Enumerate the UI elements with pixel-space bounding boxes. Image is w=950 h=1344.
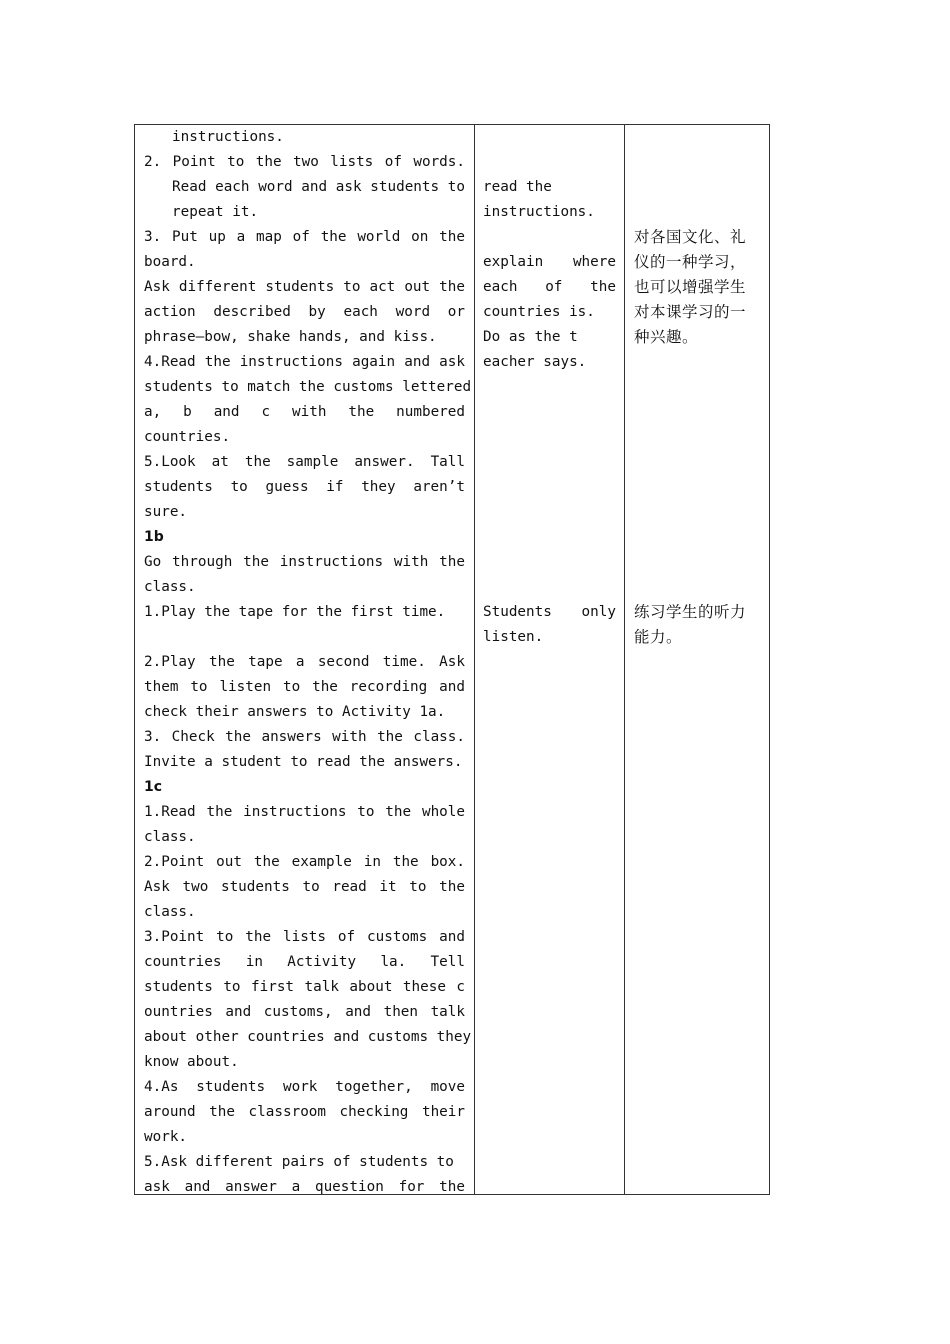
col1-text-line: 3. Check the answers with the class. [144,729,465,745]
col1-text-line: 4.As students work together, move [144,1079,465,1095]
col3-text-line: 对各国文化、礼 [634,228,747,246]
col1-text-line: know about. [144,1054,239,1070]
col1-text-line: 5.Ask different pairs of students to [144,1154,454,1170]
col1-text-line: students to first talk about these c [144,979,465,995]
col1-text-line: check their answers to Activity 1a. [144,704,446,720]
col1-text-line: ask and answer a question for the [144,1179,465,1195]
col1-text-line: class. [144,829,196,845]
col1-text-line: 2.Play the tape a second time. Ask [144,654,465,670]
col1-text-line: Invite a student to read the answers. [144,754,463,770]
col1-text-line: Read each word and ask students to [172,179,465,195]
col1-text-line: 1.Read the instructions to the whole [144,804,465,820]
col2-text-line: read the [483,179,552,195]
col1-text-line: 1b [144,529,164,545]
col2-text-line: countries is. [483,304,595,320]
column-divider [624,124,625,1195]
col2-text-line: Do as the t [483,329,578,345]
col1-text-line: around the classroom checking their [144,1104,465,1120]
col1-text-line: sure. [144,504,188,520]
col1-text-line: them to listen to the recording and [144,679,465,695]
col2-text-line: listen. [483,629,544,645]
col2-text-line: Students only [483,604,616,620]
col1-text-line: Ask two students to read it to the [144,879,465,895]
col1-text-line: about other countries and customs they [144,1029,472,1045]
col1-text-line: 3. Put up a map of the world on the [144,229,465,245]
col1-text-line: class. [144,579,196,595]
col2-text-line: eacher says. [483,354,587,370]
col2-text-line: instructions. [483,204,595,220]
column-divider [474,124,475,1195]
col1-text-line: repeat it. [172,204,259,220]
col1-text-line: 5.Look at the sample answer. Tall [144,454,465,470]
col1-text-line: phrase—bow, shake hands, and kiss. [144,329,437,345]
col1-text-line: a, b and c with the numbered [144,404,465,420]
col1-text-line: 1.Play the tape for the first time. [144,604,446,620]
col1-text-line: 2.Point out the example in the box. [144,854,465,870]
col3-text-line: 种兴趣。 [634,328,699,346]
col1-text-line: Ask different students to act out the [144,279,465,295]
col3-text-line: 也可以增强学生 [634,278,747,296]
col1-text-line: ountries and customs, and then talk [144,1004,465,1020]
col2-text-line: explain where [483,254,616,270]
col1-text-line: 3.Point to the lists of customs and [144,929,465,945]
col1-text-line: students to match the customs lettered [144,379,472,395]
col1-text-line: countries in Activity la. Tell [144,954,465,970]
col3-text-line: 能力。 [634,628,683,646]
col1-text-line: work. [144,1129,188,1145]
col1-text-line: 2. Point to the two lists of words. [144,154,465,170]
col1-text-line: 4.Read the instructions again and ask [144,354,465,370]
col2-text-line: each of the [483,279,616,295]
col1-text-line: instructions. [172,129,284,145]
col1-text-line: class. [144,904,196,920]
col1-text-line: action described by each word or [144,304,465,320]
col1-text-line: Go through the instructions with the [144,554,465,570]
col3-text-line: 练习学生的听力 [634,603,747,621]
col1-text-line: 1c [144,779,163,795]
col1-text-line: countries. [144,429,231,445]
col1-text-line: board. [144,254,196,270]
col1-text-line: students to guess if they aren’t [144,479,465,495]
col3-text-line: 仪的一种学习， [634,253,747,271]
col3-text-line: 对本课学习的一 [634,303,747,321]
